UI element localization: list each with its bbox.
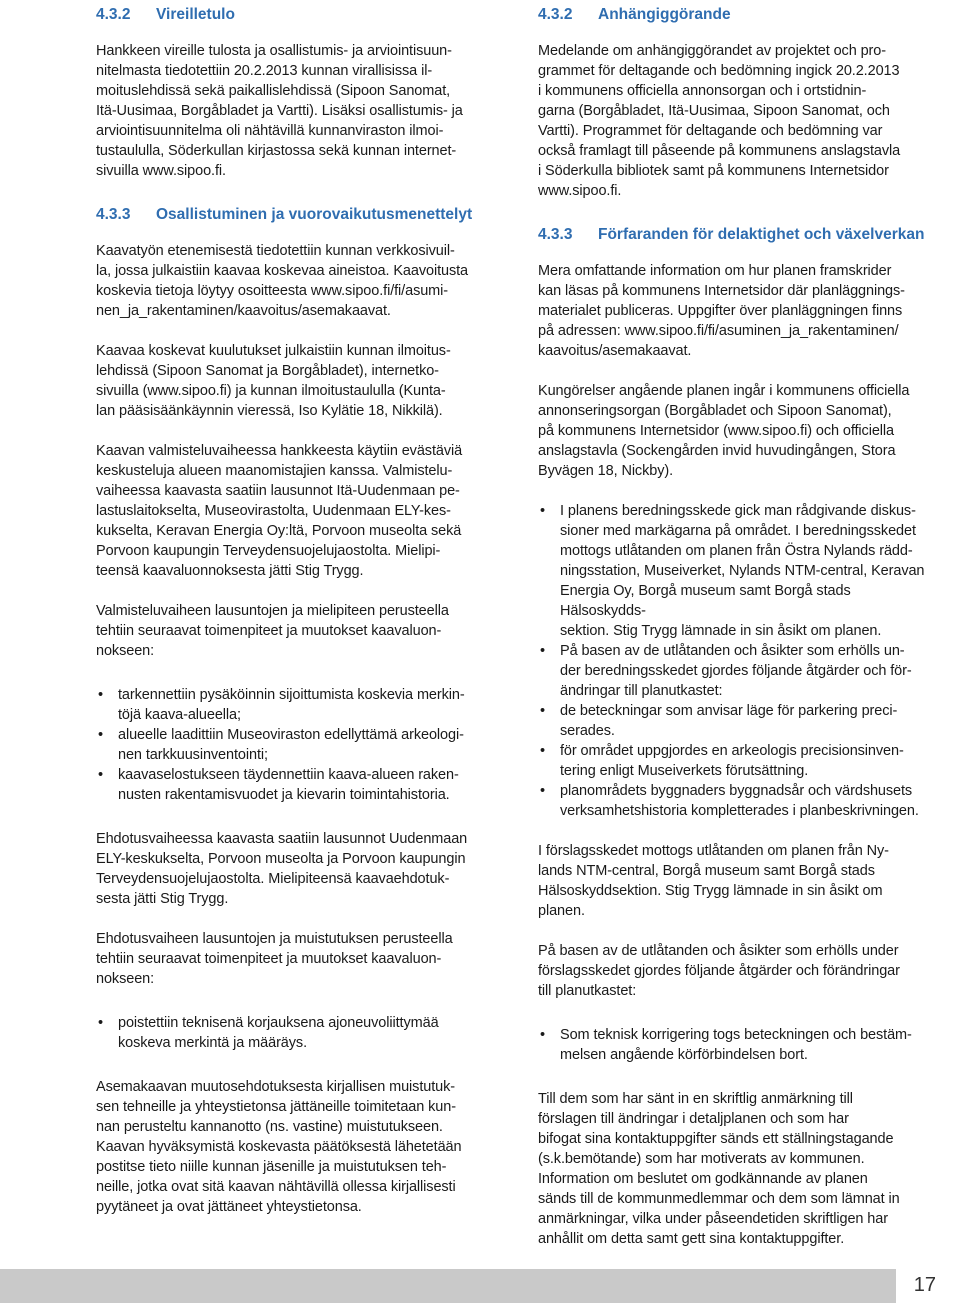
text-line: Kaavaa koskevat kuulutukset julkaistiin kunnan ilmoitus- <box>96 343 451 359</box>
text-line: sen tehneille ja yhteystietonsa jättäneille toimitetaan kun- <box>96 1099 456 1115</box>
text-line: tustaululla, Söderkullan kirjastossa sekä kunnan internet- <box>96 143 457 159</box>
text-line: lan pääsisäänkäynnin vieressä, Iso Kylätie 18, Nikkilä). <box>96 403 443 419</box>
text-line: sivuilla www.sipoo.fi. <box>96 163 226 179</box>
text-line: pyytäneet ja ovat jättäneet yhteystietonsa. <box>96 1199 362 1215</box>
text-line: I förslagsskedet mottogs utlåtanden om planen från Ny- <box>538 843 889 859</box>
paragraph <box>538 261 938 361</box>
footer-bar <box>0 1269 896 1303</box>
bullet-list <box>538 1025 938 1065</box>
text-line: Vartti). Programmet för deltagande och bedömning var <box>538 123 883 139</box>
text-line: lastuslaitokselta, Museovirastolta, Uudenmaan ELY-kes- <box>96 503 451 519</box>
paragraph <box>538 41 938 201</box>
text-line: alueelle laadittiin Museoviraston edellyttämä arkeologi- <box>118 727 464 743</box>
text-line: Hankkeen vireille tulosta ja osallistumis- ja arviointisuun- <box>96 43 452 59</box>
text-line: der beredningsskedet gjordes följande åtgärder och för- <box>560 663 912 679</box>
text-line: www.sipoo.fi. <box>538 183 622 199</box>
text-line: kaavoitus/asemakaavat. <box>538 343 692 359</box>
text-line: På basen av de utlåtanden och åsikter som erhölls un- <box>560 643 905 659</box>
text-line: Byvägen 18, Nickby). <box>538 463 674 479</box>
paragraph <box>96 341 496 421</box>
text-line: neille, jotka ovat sitä kaavan nähtävillä ollessa kirjallisesti <box>96 1179 456 1195</box>
paragraph <box>538 941 938 1001</box>
text-line: nokseen: <box>96 971 155 987</box>
text-line: anslagstavla (Sockengården invid huvudingången, Stora <box>538 443 896 459</box>
text-line: koskeva merkintä ja määräys. <box>118 1035 307 1051</box>
text-line: melsen angående körförbindelsen bort. <box>560 1047 808 1063</box>
text-line: Information om beslutet om godkännande av planen <box>538 1171 868 1187</box>
text-line: Medelande om anhängiggörandet av projektet och pro- <box>538 43 886 59</box>
text-line: Valmisteluvaiheen lausuntojen ja mielipiteen perusteella <box>96 603 449 619</box>
text-line: annonseringsorgan (Borgåbladet och Sipoon Sanomat), <box>538 403 892 419</box>
text-line: töjä kaava-alueella; <box>118 707 241 723</box>
section-heading-vireilletulo: 4.3.2 Vireilletulo <box>96 6 235 23</box>
text-line: sioner med markägarna på området. I beredningsskedet <box>560 523 916 539</box>
text-line: planen. <box>538 903 585 919</box>
text-line: nitelmasta tiedotettiin 20.2.2013 kunnan virallisissa il- <box>96 63 433 79</box>
text-line: teensä kaavaluonnoksesta jätti Stig Trygg. <box>96 563 364 579</box>
text-line: postitse tieto niille kunnan jäsenille ja muistutuksen teh- <box>96 1159 447 1175</box>
text-line: grammet för deltagande och bedömning ingick 20.2.2013 <box>538 63 900 79</box>
text-line: keskusteluja alueen maanomistajien kanssa. Valmistelu- <box>96 463 453 479</box>
text-line: sesta jätti Stig Trygg. <box>96 891 229 907</box>
text-line: Ehdotusvaiheen lausuntojen ja muistutuksen perusteella <box>96 931 453 947</box>
text-line: Ehdotusvaiheessa kaavasta saatiin lausunnot Uudenmaan <box>96 831 468 847</box>
text-line: lands NTM-central, Borgå museum samt Borgå stads <box>538 863 875 879</box>
paragraph <box>96 441 496 581</box>
text-line: till planutkastet: <box>538 983 637 999</box>
bullet-list <box>96 1013 496 1053</box>
text-line: förslagsskedet gjordes följande åtgärder och förändringar <box>538 963 900 979</box>
text-line: Porvoon kaupungin Terveydensuojelujaostolta. Mielipi- <box>96 543 441 559</box>
list-item <box>538 641 938 701</box>
page-number: 17 <box>913 1274 936 1296</box>
text-line: Itä-Uusimaa, Borgåbladet ja Vartti). Lisäksi osallistumis- ja <box>96 103 463 119</box>
text-line: planområdets byggnaders byggnadsår och värdshusets <box>560 783 913 799</box>
text-line: mottogs utlåtanden om planen från Östra Nylands rädd- <box>560 543 913 559</box>
text-line: nusten rakentamisvuodet ja kievarin toimintahistoria. <box>118 787 450 803</box>
section-heading-osallistuminen: 4.3.3 Osallistuminen ja vuorovaikutusmenettelyt <box>96 206 473 223</box>
list-item <box>538 741 938 781</box>
list-item <box>96 1013 496 1053</box>
text-line: På basen av de utlåtanden och åsikter som erhölls under <box>538 943 899 959</box>
text-line: Som teknisk korrigering togs beteckningen och bestäm- <box>560 1027 912 1043</box>
text-line: Kaavan hyväksymistä koskevasta päätöksestä lähetetään <box>96 1139 462 1155</box>
text-line: i Söderkulla bibliotek samt på kommunens Internetsidor <box>538 163 889 179</box>
text-line: tarkennettiin pysäköinnin sijoittumista koskevia merkin- <box>118 687 465 703</box>
list-item <box>96 685 496 725</box>
text-line: kaavaselostukseen täydennettiin kaava-alueen raken- <box>118 767 459 783</box>
left-column <box>96 0 496 1217</box>
list-item <box>96 725 496 765</box>
paragraph <box>96 41 496 181</box>
text-line: kan läsas på kommunens Internetsidor där planläggnings- <box>538 283 905 299</box>
text-line: Hälsoskyddsektion. Stig Trygg lämnade in sin åsikt om <box>538 883 883 899</box>
text-line: vaiheessa kaavasta saatiin lausunnot Itä-Uudenmaan pe- <box>96 483 460 499</box>
text-line: anhållit om detta samt gett sina kontaktuppgifter. <box>538 1231 845 1247</box>
text-line: anmärkningar, vilka under påseendetiden skriftligen har <box>538 1211 888 1227</box>
list-item <box>538 781 938 821</box>
list-item <box>96 765 496 805</box>
text-line: tehtiin seuraavat toimenpiteet ja muutokset kaavaluon- <box>96 951 442 967</box>
paragraph <box>96 601 496 661</box>
bullet-list <box>538 501 938 821</box>
text-line: förslagen till ändringar i detaljplanen och som har <box>538 1111 849 1127</box>
text-line: ELY-keskukselta, Porvoon museolta ja Porvoon kaupungin <box>96 851 466 867</box>
section-heading-anhangiggorande: 4.3.2 Anhängiggörande <box>538 6 731 23</box>
text-line: poistettiin teknisenä korjauksena ajoneuvoliittymää <box>118 1015 439 1031</box>
paragraph <box>538 381 938 481</box>
text-line: koskevia tietoja löytyy osoitteesta www.sipoo.fi/fi/asumi- <box>96 283 449 299</box>
paragraph <box>538 1089 938 1249</box>
list-item <box>538 701 938 741</box>
text-line: på adressen: www.sipoo.fi/fi/asuminen_ja_rakentaminen/ <box>538 323 899 339</box>
text-line: Kaavatyön etenemisestä tiedotettiin kunnan verkkosivuil- <box>96 243 455 259</box>
text-line: la, jossa julkaistiin kaavaa koskevaa aineistoa. Kaavoitusta <box>96 263 469 279</box>
text-line: moituslehdissä sekä paikallislehdissä (Sipoon Sanomat, <box>96 83 451 99</box>
text-line: också framlagt till påseende på kommunens anslagstavla <box>538 143 901 159</box>
text-line: arviointisuunnitelma oli nähtävillä kunnanviraston ilmoi- <box>96 123 444 139</box>
text-line: serades. <box>560 723 615 739</box>
paragraph <box>538 841 938 921</box>
list-item <box>538 501 938 641</box>
text-line: sektion. Stig Trygg lämnade in sin åsikt om planen. <box>560 623 882 639</box>
text-line: Terveydensuojelujaostolta. Mielipiteensä kaavaehdotuk- <box>96 871 450 887</box>
text-line: (s.k.bemötande) som har motiverats av kommunen. <box>538 1151 865 1167</box>
text-line: nokseen: <box>96 643 155 659</box>
text-line: Mera omfattande information om hur planen framskrider <box>538 263 892 279</box>
text-line: nen_ja_rakentaminen/kaavoitus/asemakaavat. <box>96 303 391 319</box>
text-line: ändringar till planutkastet: <box>560 683 723 699</box>
text-line: verksamhetshistoria kompletterades i planbeskrivningen. <box>560 803 919 819</box>
paragraph <box>96 829 496 909</box>
list-item <box>538 1025 938 1065</box>
text-line: Asemakaavan muutosehdotuksesta kirjallisen muistutuk- <box>96 1079 455 1095</box>
text-line: i kommunens officiella annonsorgan och i ortstidnin- <box>538 83 867 99</box>
text-line: nan perusteltu kannanotto (ns. vastine) muistutukseen. <box>96 1119 443 1135</box>
text-line: ningsstation, Museiverket, Nylands NTM-central, Keravan <box>560 563 925 579</box>
paragraph <box>96 929 496 989</box>
text-line: tering enligt Museiverkets förutsättning. <box>560 763 809 779</box>
text-line: kukselta, Keravan Energia Oy:ltä, Porvoon museolta sekä <box>96 523 462 539</box>
text-line: sänds till de kommunmedlemmar och dem som lämnat in <box>538 1191 900 1207</box>
text-line: för området uppgjordes en arkeologis precisionsinven- <box>560 743 904 759</box>
text-line: sivuilla (www.sipoo.fi) ja kunnan ilmoitustaululla (Kunta- <box>96 383 446 399</box>
text-line: Kungörelser angående planen ingår i kommunens officiella <box>538 383 910 399</box>
section-heading-forfaranden: 4.3.3 Förfaranden för delaktighet och växelverkan <box>538 226 925 243</box>
text-line: nen tarkkuusinventointi; <box>118 747 268 763</box>
text-line: Till dem som har sänt in en skriftlig anmärkning till <box>538 1091 853 1107</box>
text-line: lehdissä (Sipoon Sanomat ja Borgåbladet), internetko- <box>96 363 439 379</box>
text-line: I planens beredningsskede gick man rådgivande diskus- <box>560 503 916 519</box>
text-line: garna (Borgåbladet, Itä-Uusimaa, Sipoon Sanomat, och <box>538 103 890 119</box>
bullet-list <box>96 685 496 805</box>
text-line: Kaavan valmisteluvaiheessa hankkeesta käytiin evästäviä <box>96 443 463 459</box>
text-line: på kommunens Internetsidor (www.sipoo.fi) och officiella <box>538 423 894 439</box>
right-column <box>538 0 938 1249</box>
text-line: bifogat sina kontaktuppgifter sänds ett ställningstagande <box>538 1131 894 1147</box>
text-line: materialet publiceras. Uppgifter över planläggningen finns <box>538 303 903 319</box>
paragraph <box>96 241 496 321</box>
text-line: Energia Oy, Borgå museum samt Borgå stads Hälsoskydds- <box>560 583 851 619</box>
text-line: tehtiin seuraavat toimenpiteet ja muutokset kaavaluon- <box>96 623 442 639</box>
paragraph <box>96 1077 496 1217</box>
text-line: de beteckningar som anvisar läge för parkering preci- <box>560 703 898 719</box>
